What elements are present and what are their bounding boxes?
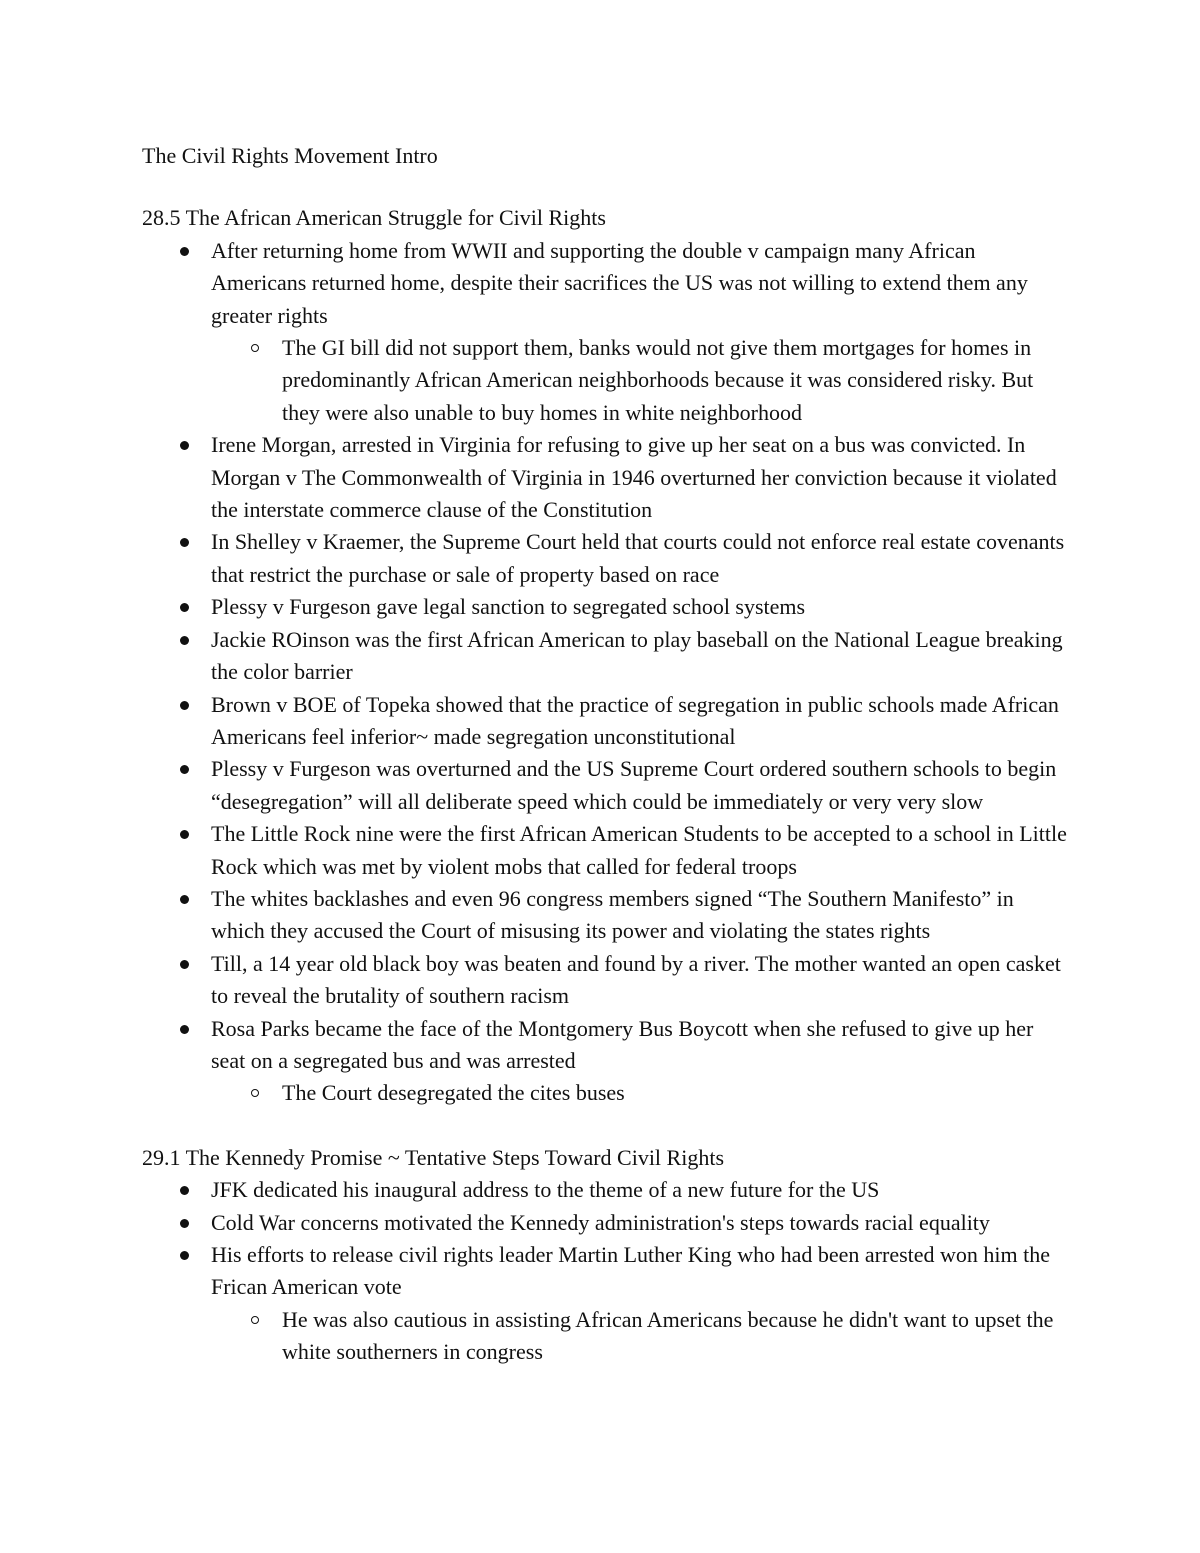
hollow-bullet-icon [251, 344, 259, 352]
sub-bullet-list [211, 1077, 1072, 1109]
bullet-icon [180, 960, 189, 969]
list-item [142, 1207, 1072, 1239]
bullet-icon [180, 247, 189, 256]
bullet-icon [180, 895, 189, 904]
list-item-text: His efforts to release civil rights leader Martin Luther King who had been arrested won him the Frican American vote [211, 1242, 1051, 1300]
document-body [142, 140, 1072, 1369]
bullet-icon [180, 765, 189, 774]
list-item [142, 818, 1072, 883]
list-item [142, 235, 1072, 429]
list-item [142, 689, 1072, 754]
list-item-text: Cold War concerns motivated the Kennedy administration's steps towards racial equality [211, 1209, 990, 1235]
sections-container [142, 202, 1072, 1368]
list-item [142, 753, 1072, 818]
list-item-text: JFK dedicated his inaugural address to the theme of a new future for the US [211, 1177, 880, 1203]
sub-list-item [211, 332, 1072, 429]
sub-bullet-list [211, 332, 1072, 429]
bullet-icon [180, 701, 189, 710]
bullet-icon [180, 1251, 189, 1260]
sub-list-item [211, 1304, 1072, 1369]
list-item-text: Till, a 14 year old black boy was beaten and found by a river. The mother wanted an open casket to reveal the brutality of southern racism [211, 950, 1061, 1009]
bullet-icon [180, 636, 189, 645]
document-title: The Civil Rights Movement Intro [142, 143, 438, 168]
bullet-icon [180, 538, 189, 547]
list-item [142, 1013, 1072, 1110]
list-item-text: After returning home from WWII and supporting the double v campaign many African Americans returned home, despite their sacrifices the US was not willing to extend them any greater rights [211, 237, 1028, 328]
bullet-list [142, 235, 1072, 1110]
list-item [142, 1174, 1072, 1206]
bullet-icon [180, 1186, 189, 1195]
bullet-icon [180, 603, 189, 612]
list-item [142, 948, 1072, 1013]
bullet-icon [180, 441, 189, 450]
bullet-icon [180, 1219, 189, 1228]
list-item [142, 526, 1072, 591]
list-item-text: Jackie ROinson was the first African American to play baseball on the National League breaking the color barrier [211, 626, 1063, 685]
sub-list-item-text: He was also cautious in assisting African Americans because he didn't want to upset the white southerners in congress [282, 1306, 1054, 1365]
bullet-icon [180, 830, 189, 839]
list-item [142, 429, 1072, 526]
sub-list-item-text: The GI bill did not support them, banks would not give them mortgages for homes in predominantly African American neighborhoods because it was considered risky. But they were also unable to buy homes in white neighborhood [282, 335, 1034, 425]
list-item-text: Rosa Parks became the face of the Montgomery Bus Boycott when she refused to give up her seat on a segregated bus and was arrested [211, 1015, 1034, 1073]
list-item-text: The whites backlashes and even 96 congress members signed “The Southern Manifesto” in which they accused the Court of misusing its power and violating the states rights [211, 885, 1014, 944]
list-item-text: In Shelley v Kraemer, the Supreme Court held that courts could not enforce real estate covenants that restrict the purchase or sale of property based on race [211, 529, 1065, 587]
list-item-text: The Little Rock nine were the first African American Students to be accepted to a school in Little Rock which was met by violent mobs that called for federal troops [211, 821, 1067, 879]
list-item [142, 624, 1072, 689]
list-item-text: Plessy v Furgeson was overturned and the US Supreme Court ordered southern schools to begin “desegregation” will all deliberate speed which could be immediately or very very slow [211, 756, 1057, 814]
sub-list-item-text: The Court desegregated the cites buses [282, 1080, 625, 1106]
sub-list-item [211, 1077, 1072, 1109]
list-item-text: Irene Morgan, arrested in Virginia for refusing to give up her seat on a bus was convicted. In Morgan v The Commonwealth of Virginia in 1946 overturned her conviction because it violated the interstate commerce clause of the Constitution [211, 432, 1057, 523]
section-heading: 28.5 The African American Struggle for Civil Rights [142, 205, 606, 231]
list-item [142, 1239, 1072, 1369]
list-item-text: Plessy v Furgeson gave legal sanction to segregated school systems [211, 594, 806, 620]
bullet-icon [180, 1025, 189, 1034]
list-item [142, 591, 1072, 623]
hollow-bullet-icon [251, 1316, 259, 1324]
section [142, 202, 1072, 1109]
hollow-bullet-icon [251, 1089, 259, 1097]
section-heading: 29.1 The Kennedy Promise ~ Tentative Steps Toward Civil Rights [142, 1144, 725, 1170]
section [142, 1142, 1072, 1369]
sub-bullet-list [211, 1304, 1072, 1369]
list-item [142, 883, 1072, 948]
bullet-list [142, 1174, 1072, 1368]
list-item-text: Brown v BOE of Topeka showed that the practice of segregation in public schools made African Americans feel inferior~ made segregation unconstitutional [211, 691, 1059, 749]
